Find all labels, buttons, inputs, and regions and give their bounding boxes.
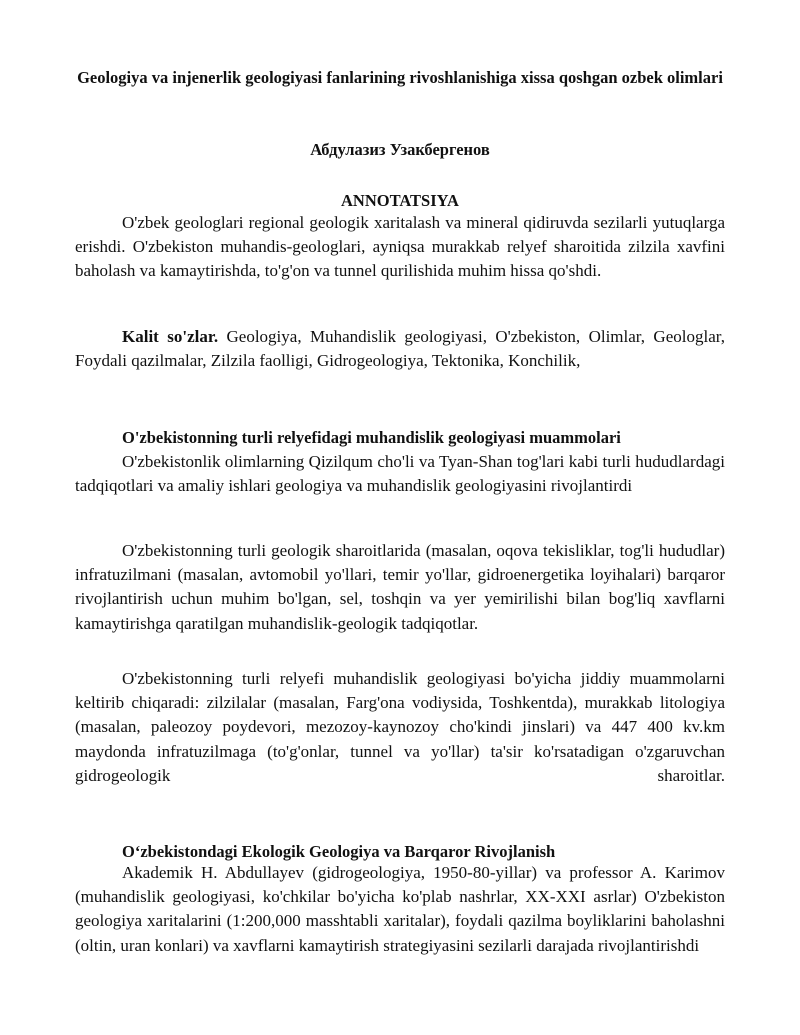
- annotation-heading: ANNOTATSIYA: [341, 191, 459, 210]
- section1-paragraph-3: O'zbekistonning turli relyefi muhandislik geologiyasi bo'yicha jiddiy muammolarni keltirib chiqaradi: zilzilalar (masalan, Farg'ona vodiysida, Toshkentda), murakkab litologiya (masalan, paleozoy poydevori, mezozoy-kaynozoy cho'kindi jinslari) va 447 400 kv.km maydonda infratuzilmaga (to'g'onlar, tunnel va yo'llar) ta'sir ko'rsatadigan o'zgaruvchan gidrogeologik sharoitlar.: [75, 669, 725, 785]
- section2-heading: O‘zbekistondagi Ekologik Geologiya va Barqaror Rivojlanish: [122, 842, 556, 861]
- keywords-label: Kalit so'zlar.: [122, 327, 219, 346]
- keywords-list: Geologiya, Muhandislik geologiyasi, O'zbekiston, Olimlar, Geologlar, Foydali qazilmalar, Zilzila faolligi, Gidrogeologiya, Tektonika, Konchilik,: [75, 327, 725, 371]
- annotation-paragraph: O'zbek geologlari regional geologik xaritalash va mineral qidiruvda sezilarli yutuqlarga erishdi. O'zbekiston muhandis-geologlari, ayniqsa murakkab relyef sharoitida zilzila xavfini baholash va kamaytirishda, to'g'on va tunnel qurilishida muhim hissa qo'shdi.: [75, 213, 725, 281]
- author-name: Абдулазиз Узакбергенов: [310, 140, 490, 159]
- section2-paragraph-1: Akademik H. Abdullayev (gidrogeologiya, 1950-80-yillar) va professor A. Karimov (muhandislik geologiyasi, ko'chkilar bo'yicha ko'plab nashrlar, XX-XXI asrlar) O'zbekiston geologiya xaritalarini (1:200,000 masshtabli xaritalar), foydali qazilma boyliklarini baholashni (oltin, uran konlari) va xavflarni kamaytirish strategiyasini sezilarli darajada rivojlantirishdi: [75, 863, 725, 955]
- keywords-paragraph: [75, 325, 725, 373]
- section1-paragraph-1: O'zbekistonlik olimlarning Qizilqum cho'li va Tyan-Shan tog'lari kabi turli hududlardagi tadqiqotlari va amaliy ishlari geologiya va muhandislik geologiyasini rivojlantirdi: [75, 452, 725, 496]
- section1-paragraph-2: O'zbekistonning turli geologik sharoitlarida (masalan, oqova tekisliklar, tog'li hududlar) infratuzilmani (masalan, avtomobil yo'llari, temir yo'llar, gidroenergetika loyihalari) barqaror rivojlantirish uchun muhim bo'lgan, sel, toshqin va yer yemirilishi bilan bog'liq xavflarni kamaytirishga qaratilgan muhandislik-geologik tadqiqotlar.: [75, 541, 725, 633]
- section1-heading: O'zbekistonning turli relyefidagi muhandislik geologiyasi muammolari: [122, 428, 621, 447]
- document-title: Geologiya va injenerlik geologiyasi fanlarining rivoshlanishiga xissa qoshgan ozbek olimlari: [77, 68, 723, 87]
